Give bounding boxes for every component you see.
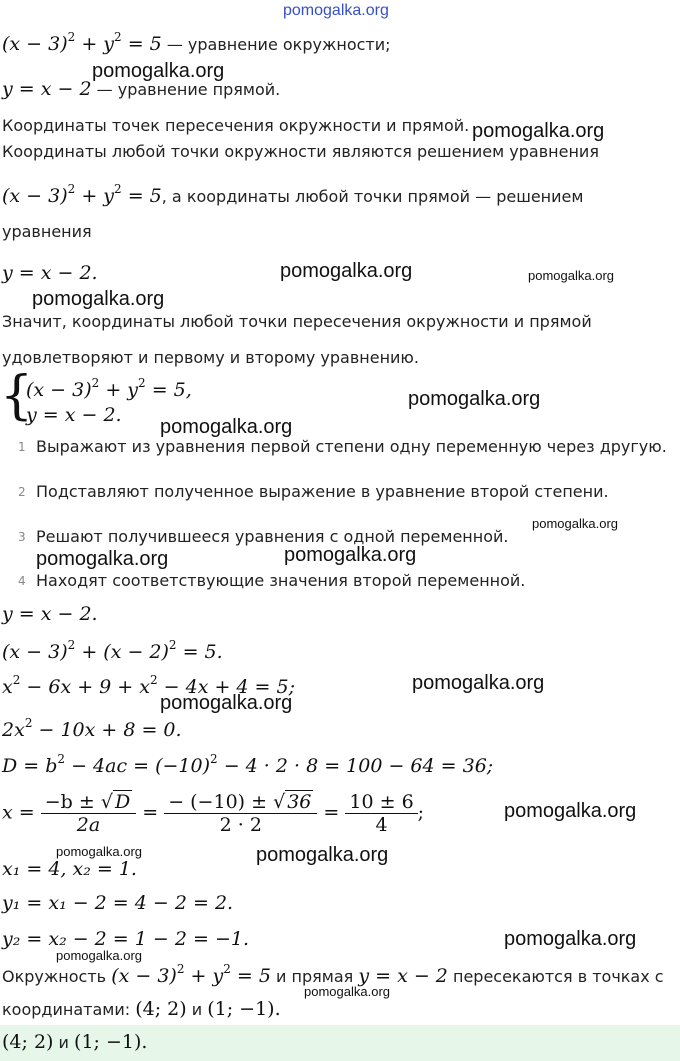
system-eq-2: y = x − 2. [26,404,122,426]
watermark: pomogalka.org [532,516,618,531]
watermark: pomogalka.org [56,844,142,859]
conclusion-line-1: Окружность $(x - 3)^2 + y^2 = 5$ и прямая y = x − 2 пересекаются в точках с [2,962,664,987]
roots-formula-line: x = $\frac{-b \pm √ D}{2a}$ = $\frac{- (-10) \pm √ 36}{2 \cdot 2}$ = $\frac{10 \pm 6}{4}$ ; [2,791,425,836]
watermark: pomogalka.org [472,120,605,142]
roots-y2-line: y₂ = x₂ − 2 = 1 − 2 = −1. [2,928,249,950]
step-number: 3 [18,530,26,544]
intersection-heading: Координаты точек пересечения окружности и прямой. [2,116,470,135]
discriminant-line: $D = b^2 - 4ac = (-10)^2 - 4 \cdot 2 \cdot 8 = 100 - 64 = 36$; [2,752,494,777]
paragraph-line-3: уравнения [2,222,92,241]
paragraph-line-4: y = x − 2. [2,262,98,284]
solution-line-1: y = x − 2. [2,603,98,625]
roots-y1-line: y₁ = x₁ − 2 = 4 − 2 = 2. [2,892,234,914]
solution-line-2: $(x - 3)^2 + (x - 2)^2 = 5$. [2,638,223,663]
watermark: pomogalka.org [412,672,545,694]
step-number: 1 [18,440,26,454]
line-eq-math: y = x − 2 [2,78,92,100]
roots-x-line: x₁ = 4, x₂ = 1. [2,858,137,880]
fraction-general: $\frac{-b \pm √ D}{2a}$ [41,791,136,836]
step-number: 2 [18,485,26,499]
watermark: pomogalka.org [92,60,225,82]
watermark: pomogalka.org [280,260,413,282]
solution-line-3: $x^2 - 6x + 9 + x^2 - 4x + 4 = 5$; [2,673,295,698]
watermark: pomogalka.org [32,288,165,310]
paragraph-line-2: $(x - 3)^2 + y^2 = 5$, а координаты любой точки прямой — решением [2,182,584,207]
answer-box [0,1025,680,1061]
watermark: pomogalka.org [284,544,417,566]
fraction-simplified: $\frac{10 \pm 6}{4}$ [345,791,417,836]
watermark: pomogalka.org [304,984,390,999]
watermark: pomogalka.org [528,268,614,283]
circle-eq-math: $(x - 3)^2 + y^2 = 5$ [2,30,162,55]
watermark-top: pomogalka.org [283,2,389,19]
watermark: pomogalka.org [408,388,541,410]
step-text: Выражают из уравнения первой степени одну переменную через другую. [36,437,667,456]
solution-line-4: $2x^2 - 10x + 8 = 0$. [2,716,182,741]
fraction-substituted: $\frac{- (-10) \pm √ 36}{2 \cdot 2}$ [164,791,317,836]
inline-circle-eq: $(x - 3)^2 + y^2 = 5$ [2,182,162,207]
step-number: 4 [18,574,26,588]
answer-text: (4; 2) и (1; −1). [2,1031,148,1053]
paragraph-line-6: удовлетворяют и первому и второму уравнению. [2,348,419,367]
circle-eq-text: — уравнение окружности; [161,35,391,54]
circle-equation-line [2,30,391,55]
step-text: Находят соответствующие значения второй переменной. [36,571,526,590]
system-brace: { [0,366,34,426]
conclusion-line-2: координатами: (4; 2) и (1; −1). [2,998,281,1020]
watermark: pomogalka.org [256,844,389,866]
system-eq-1: $(x - 3)^2 + y^2 = 5$, [26,376,192,401]
paragraph-line-5: Значит, координаты любой точки пересечения окружности и прямой [2,312,592,331]
watermark: pomogalka.org [56,948,142,963]
watermark: pomogalka.org [36,548,169,570]
watermark: pomogalka.org [160,416,293,438]
watermark: pomogalka.org [160,692,293,714]
step-text: Подставляют полученное выражение в уравнение второй степени. [36,482,609,501]
watermark: pomogalka.org [504,928,637,950]
step-text: Решают получившееся уравнения с одной переменной. [36,527,509,546]
paragraph-line-1: Координаты любой точки окружности являются решением уравнения [2,142,599,161]
line-eq-text: — уравнение прямой. [91,80,281,99]
watermark: pomogalka.org [504,800,637,822]
